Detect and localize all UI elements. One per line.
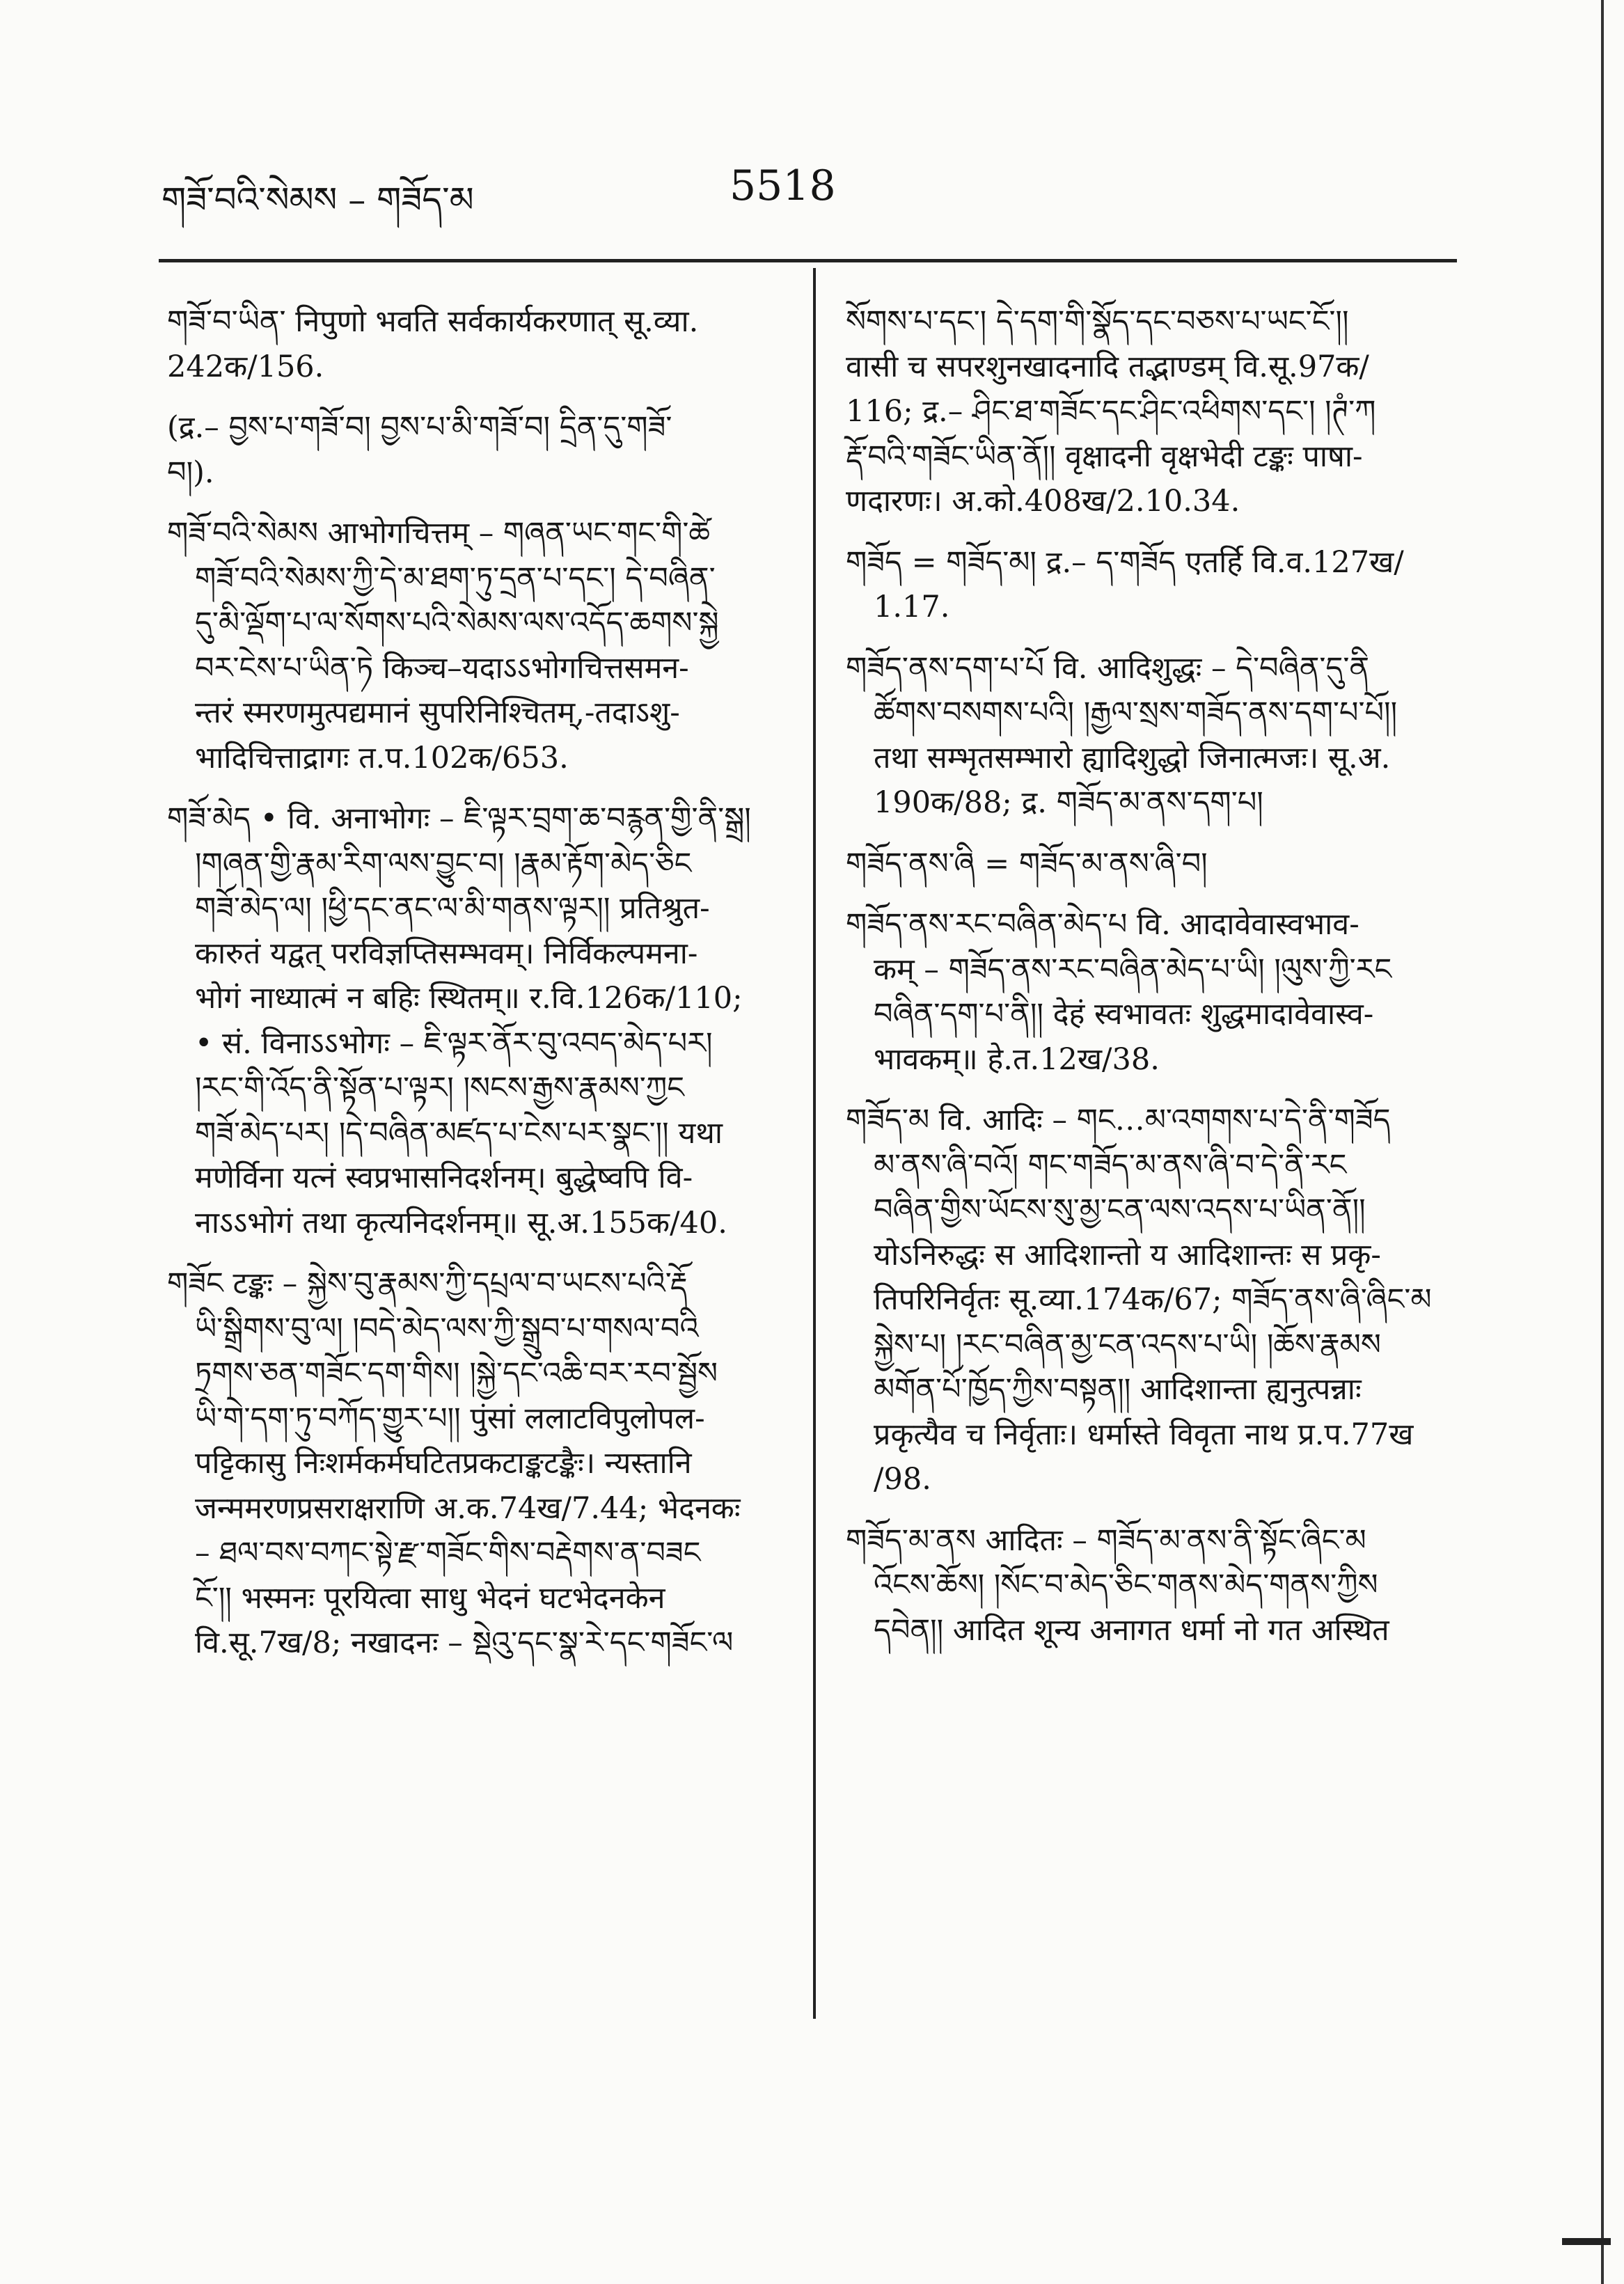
- left-column: [167, 299, 807, 1682]
- running-header: གཟོ་བའི་སེམས – གཟོད་མ: [161, 180, 474, 220]
- column-divider: [813, 268, 816, 2019]
- page-edge-mark: [1562, 2238, 1611, 2245]
- entry-adavevasvabhavakam: གཟོད་ནས་རང་བཞིན་མེད་པ वि. आदावेवास्वभाव- कम् – གཟོད་ནས་རང་བཞིན་མེད་པ་ཡི། །ལུས་ཀྱི་རང བཞིན་དག་པ་ནི།། देहं स्वभावतः शुद्धमादावेवास्व- भावकम्॥ हे.त.12ख/38.: [846, 907, 1392, 1077]
- entry-continuation-right: སོགས་པ་དང་། དེ་དག་གི་སྣོད་དང་བཅས་པ་ཡང་ངོ་།། वासी च सपरशुनखादनादि तद्भाण्डम् वि.सू.97क/ 116; द्र.– ཤིང་ཐ་གཟོང་དང་ཤིང་འཕིགས་དང་། །ཊཾ་ཀ རྡོ་བའི་གཟོང་ཡིན་ནོ།། वृक्षादनी वृक्षभेदी टङ्कः पाषा- णदारणः। अ.को.408ख/2.10.34.: [846, 304, 1376, 519]
- right-column: [846, 299, 1486, 1669]
- entry-gzod-nas-zhi: གཟོད་ནས་ཞི = གཟོད་མ་ནས་ཞི་བ།: [846, 846, 1208, 881]
- page-edge-line: [1601, 0, 1604, 2284]
- entry-continuation: གཟོ་བ་ཡིན་ निपुणो भवति सर्वकार्यकरणात् सू.व्या. 242क/156.: [167, 304, 699, 384]
- entry-gzod: གཟོད = གཟོད་མ། द्र.– ད་གཟོད एतर्हि वि.व.127ख/ 1.17.: [846, 544, 1404, 624]
- header-rule: [159, 259, 1457, 262]
- entry-adih: གཟོད་མ वि. आदिः – གང…མ་འགགས་པ་དེ་ནི་གཟོད མ་ནས་ཞི་བའོ། གང་གཟོད་མ་ནས་ཞི་བ་དེ་ནི་རང བཞིན་གྱིས་ཡོངས་སུ་མྱ་ངན་ལས་འདས་པ་ཡིན་ནོ།། योऽनिरुद्धः स आदिशान्तो य आदिशान्तः स प्रकृ- तिपरिनिर्वृतः सू.व्या.174क/67; གཟོད་ནས་ཞི་ཞིང་མ སྐྱེས་པ། །རང་བཞིན་མྱ་ངན་འདས་པ་ཡི། །ཆོས་རྣམས མགོན་པོ་ཁྱོད་ཀྱིས་བསྟན།། आदिशान्ता ह्यनुत्पन्नाः प्रकृत्यैव च निर्वृताः। धर्मास्ते विवृता नाथ प्र.प.77ख /98.: [846, 1103, 1432, 1497]
- entry-abhogacittam: གཟོ་བའི་སེམས आभोगचित्तम् – གཞན་ཡང་གང་གི་ཚེ གཟོ་བའི་སེམས་ཀྱི་དེ་མ་ཐག་ཏུ་དྲན་པ་དང་། དེ་བཞིན་ དུ་མི་ལྡོག་པ་ལ་སོགས་པའི་སེམས་ལས་འདོད་ཆགས་སྐྱེ བར་ངེས་པ་ཡིན་ཏེ किञ्च–यदाऽऽभोगचित्तसमन- न्तरं स्मरणमुत्पद्यमानं सुपरिनिश्चितम्,-तदाऽशु- भादिचित्ताद्रागः त.प.102क/653.: [167, 516, 719, 775]
- page-number: 5518: [730, 162, 836, 210]
- entry-aditah: གཟོད་མ་ནས आदितः – གཟོད་མ་ནས་ནི་སྟོང་ཞིང་མ འོངས་ཆོས། །སོང་བ་མེད་ཅིང་གནས་མེད་གནས་ཀྱིས དབེན།། आदित शून्य अनागत धर्मा नो गत अस्थित: [846, 1522, 1389, 1648]
- entry-anabhoga: གཟོ་མེད • वि. अनाभोगः – ཇི་ལྟར་བྲག་ཆ་བརྙན་གྱི་ནི་སྒྲ། །གཞན་གྱི་རྣམ་རིག་ལས་བྱུང་བ། །རྣམ་རྟོག་མེད་ཅིང གཟོ་མེད་ལ། །ཕྱི་དང་ནང་ལ་མི་གནས་ལྟར།། प्रतिश्रुत- कारुतं यद्वत् परविज्ञप्तिसम्भवम्। निर्विकल्पमना- भोगं नाध्यात्मं न बहिः स्थितम्॥ र.वि.126क/110; • सं. विनाऽऽभोगः – ཇི་ལྟར་ནོར་བུ་འབད་མེད་པར། །རང་གི་འོད་ནི་སྟོན་པ་ལྟར། །སངས་རྒྱས་རྣམས་ཀྱང གཟོ་མེད་པར། །དེ་བཞིན་མཛད་པ་ངེས་པར་སྣང་།། यथा मणेर्विना यत्नं स्वप्रभासनिदर्शनम्। बुद्धेष्वपि वि- नाऽऽभोगं तथा कृत्यनिदर्शनम्॥ सू.अ.155क/40.: [167, 801, 751, 1241]
- entry-cross-reference: (द्र.– བྱས་པ་གཟོ་བ། བྱས་པ་མི་གཟོ་བ། དྲིན་དུ་གཟོ་ བ།).: [167, 410, 672, 490]
- entry-tanka: གཟོང टङ्कः – སྐྱེས་བུ་རྣམས་ཀྱི་དཔྲལ་བ་ཡངས་པའི་རྡོ ཡི་སྒྲིགས་བུ་ལ། །བདེ་མེད་ལས་ཀྱི་སྒྲུབ་པ་གསལ་བའི ཏྲགས་ཅན་གཟོང་དག་གིས། །སྐྱེ་དང་འཆི་བར་རབ་སྦྱོས ཡི་གེ་དག་ཏུ་བཀོད་གྱུར་པ།། पुंसां ललाटविपुलोपल- पट्टिकासु निःशर्मकर्मघटितप्रकटाङ्कटङ्कैः। न्यस्तानि जन्ममरणप्रसराक्षराणि अ.क.74ख/7.44; भेदनकः – ཐལ་བས་བཀང་སྟེ་རྫ་གཟོང་གིས་བརྡེགས་ན་བཟང ངོ་།། भस्मनः पूरयित्वा साधु भेदनं घटभेदनकेन वि.सू.7ख/8; नखादनः – སྡེའུ་དང་སྣ་རེ་དང་གཟོང་ལ: [167, 1266, 741, 1660]
- entry-adishuddha: གཟོད་ནས་དག་པ་པོ वि. आदिशुद्धः – དེ་བཞིན་དུ་ནི ཚོགས་བསགས་པའི། །རྒྱལ་སྲས་གཟོད་ནས་དག་པ་པོ།། तथा सम्भृतसम्भारो ह्यादिशुद्धो जिनात्मजः। सू.अ. 190क/88; द्र. གཟོད་མ་ནས་དག་པ།: [846, 650, 1398, 820]
